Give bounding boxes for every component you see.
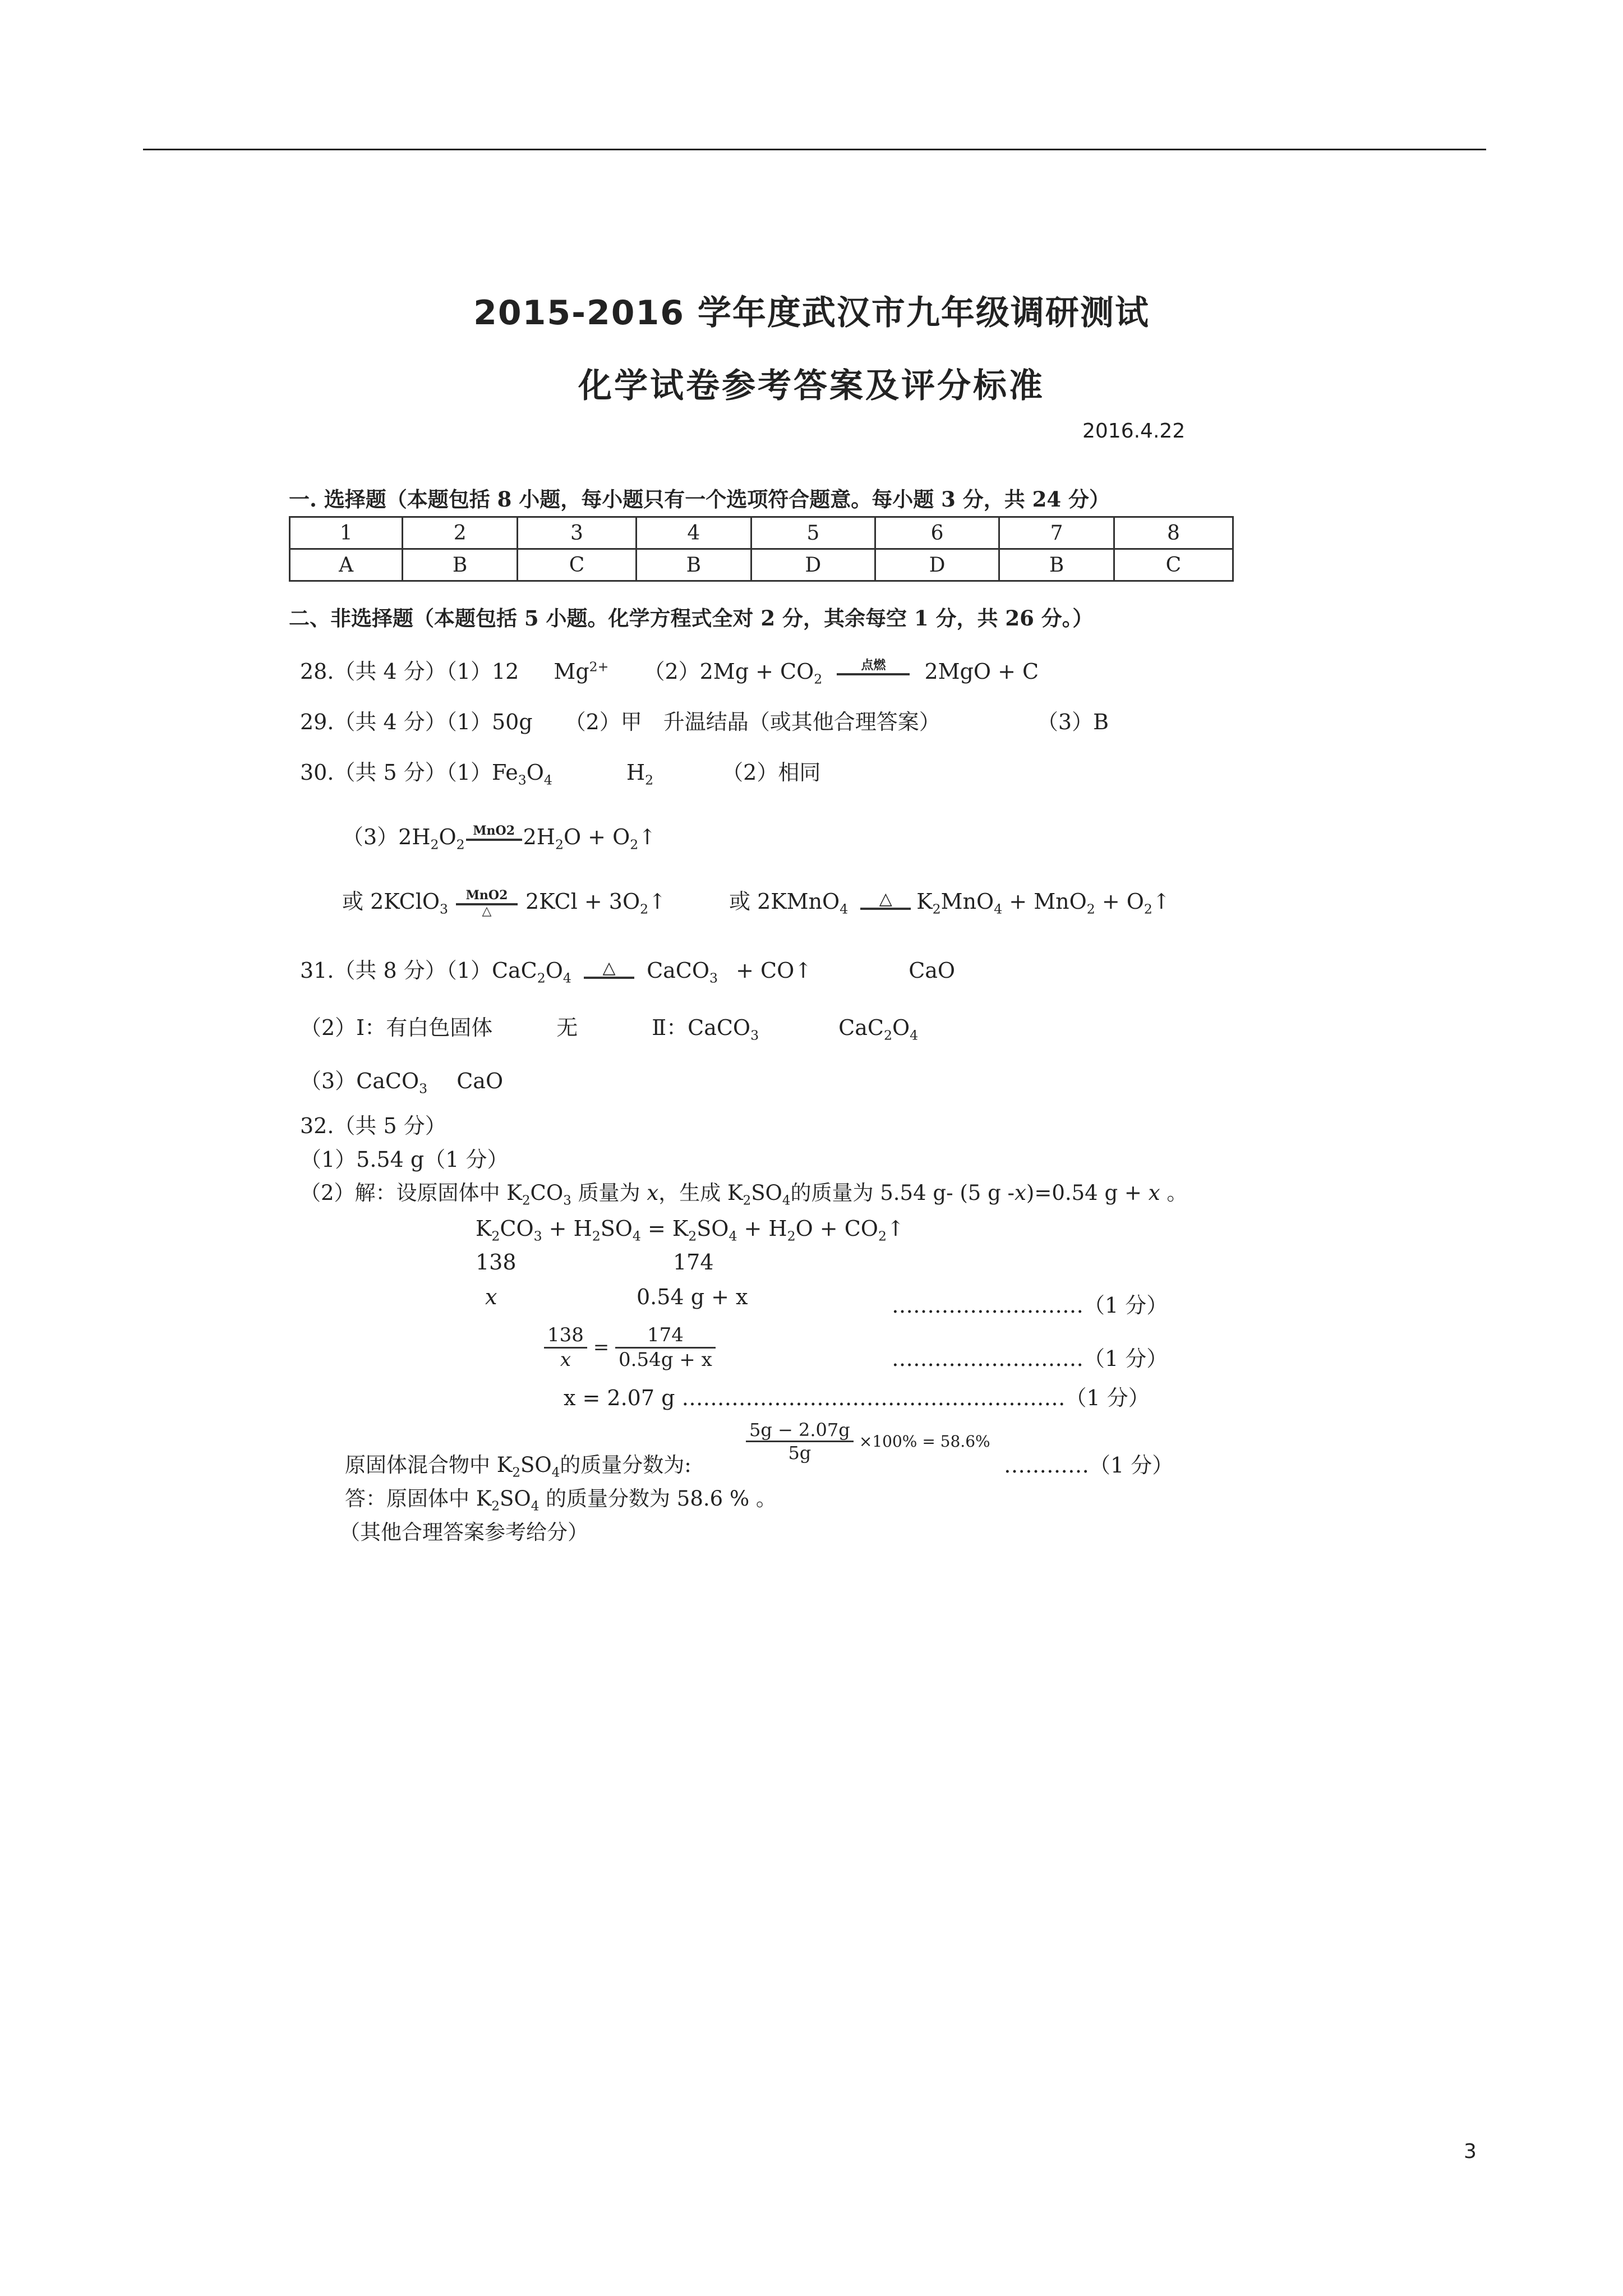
q30-line3: 或 2KClO$_3$ MnO2 △ $2KCl + 3O_2↑$ 或 2KMnO$_4$ △ $K_2MnO_4 + MnO_2$ + $O_2↑$ <box>342 888 1170 918</box>
q32-proportion: $\frac{138}{x}$ = $\frac{174}{0.54g + x}$ <box>544 1324 716 1372</box>
q32-dots3: …………（1 分） <box>1004 1453 1174 1478</box>
q32-equation: $K_2CO_3 + H_2SO_4 = K_2SO_4 + H_2O$ + $CO_2↑$ <box>476 1216 905 1244</box>
table-cell: 8 <box>1114 517 1233 549</box>
date: 2016.4.22 <box>1082 420 1186 443</box>
heat-condition: △ <box>860 891 911 910</box>
q28-head: 28.（共 4 分）（1）12 <box>300 659 519 684</box>
q30-l2-pre: （3）2H <box>342 825 431 849</box>
heat-condition: △ <box>584 960 634 979</box>
table-cell: 7 <box>999 517 1114 549</box>
q32-mass-fraction: $\frac{5g - 2.07g}{5g}$ ×100% = 58.6% <box>746 1419 990 1464</box>
q32-mass-138: 138 <box>476 1250 517 1274</box>
table-row-numbers <box>290 517 1233 549</box>
section2-heading: 二、非选择题（本题包括 5 小题。化学方程式全对 2 分，其余每空 1 分，共 26 分。） <box>289 606 1094 631</box>
table-cell: B <box>999 549 1114 581</box>
q30-head: 30.（共 5 分）（1）Fe <box>300 760 518 785</box>
header-rule <box>143 149 1486 150</box>
q30-part2: （2）相同 <box>722 760 821 785</box>
q32-part1: （1）5.54 g（1 分） <box>300 1147 509 1172</box>
q31-cao: CaO <box>909 958 956 983</box>
table-cell: D <box>751 549 875 581</box>
page-number: 3 <box>1464 2140 1477 2163</box>
table-cell: C <box>1114 549 1233 581</box>
q31-l3: （3）CaCO <box>300 1069 419 1093</box>
q28-part2: （2）2Mg + CO <box>643 659 814 684</box>
q30-l3-alt: 或 2KMnO <box>729 889 840 914</box>
catalyst-condition: MnO2 <box>466 825 522 853</box>
q30-l3-pre: 或 2KClO <box>342 889 440 914</box>
table-cell: C <box>517 549 636 581</box>
q29-line <box>300 710 1109 735</box>
q30-line1: 30.（共 5 分）$(1)Fe_3O_4$ $H_2$ （2）相同 <box>300 760 821 788</box>
q29-text: 29.（共 4 分）（1）50g （2）甲 升温结晶（或其他合理答案） <box>300 710 940 734</box>
q31-l2: （2）Ⅰ：有白色固体 无 <box>300 1015 578 1040</box>
section1-heading: 一. 选择题（本题包括 8 小题，每小题只有一个选项符合题意。每小题 3 分，共 24 分） <box>289 487 1110 512</box>
q28-line: 28.（共 4 分）（1）12 $Mg^{2+}$ $(2)2Mg + CO_2$ 点燃 2MgO + C <box>300 658 1039 687</box>
q32-mass-174: 174 <box>673 1250 714 1274</box>
table-cell: 1 <box>290 517 403 549</box>
q30-line2: $(3)2H_2O_2$ MnO2 $2H_2O$ + $O_2↑$ <box>342 823 657 853</box>
q31-l3b: CaO <box>457 1069 504 1093</box>
q31-head: 31.（共 8 分）（1）CaC <box>300 958 537 983</box>
q28-product: 2MgO + C <box>924 659 1039 684</box>
q31-prod: CaCO <box>647 958 710 983</box>
q32-answer: 答：原固体中 $K_2SO_4$ 的质量分数为 58.6 % 。 <box>345 1487 777 1514</box>
q32-dots1: ………………………（1 分） <box>892 1293 1168 1318</box>
q30-l2-mid: 2H <box>523 825 555 849</box>
q32-var-x: x <box>485 1285 497 1309</box>
table-cell: A <box>290 549 403 581</box>
page-title: 2015-2016 学年度武汉市九年级调研测试 <box>473 293 1150 333</box>
q31-l2c: CaC <box>838 1015 884 1040</box>
q32-mass-label: 原固体混合物中 $K_2SO_4$的质量分数为: <box>345 1453 691 1480</box>
reaction-condition: 点燃 <box>837 659 910 688</box>
q32-var-expr: 0.54 g + x <box>637 1285 748 1309</box>
q32-head: 32.（共 5 分） <box>300 1114 446 1138</box>
table-cell: 3 <box>517 517 636 549</box>
catalyst-condition: MnO2 △ <box>456 889 518 918</box>
q31-line2: （2）Ⅰ：有白色固体 无 Ⅱ：CaCO$_3$ $CaC_2O_4$ <box>300 1015 919 1043</box>
table-cell: 6 <box>875 517 999 549</box>
q28-ion: Mg <box>554 659 589 684</box>
q29-part3: （3）B <box>1036 710 1109 734</box>
q31-l2b: Ⅱ：CaCO <box>652 1015 751 1040</box>
q30-h2: H <box>626 760 645 785</box>
table-cell: 4 <box>637 517 751 549</box>
table-cell: D <box>875 549 999 581</box>
q31-line3: （3）CaCO$_3$ CaO <box>300 1069 504 1097</box>
table-row-answers <box>290 549 1233 581</box>
table-cell: 2 <box>403 517 518 549</box>
q28-charge: 2+ <box>589 659 609 675</box>
page-subtitle: 化学试卷参考答案及评分标准 <box>578 366 1045 406</box>
table-cell: B <box>403 549 518 581</box>
q32-result: x = 2.07 g ………………………………………………（1 分） <box>564 1386 1150 1410</box>
answer-table <box>289 516 1234 582</box>
q31-co: + CO <box>736 958 795 983</box>
q32-dots2: ………………………（1 分） <box>892 1346 1168 1371</box>
table-cell: B <box>637 549 751 581</box>
q32-part2: （2）解：设原固体中 $K_2CO_3$ 质量为 x，生成 $K_2SO_4$的质量为 5.54 g- (5 g -x)=0.54 g + x 。 <box>300 1181 1188 1208</box>
q30-l3-mid: 2KCl + 3O <box>525 889 640 914</box>
q30-l2-end: O + O <box>563 825 630 849</box>
table-cell: 5 <box>751 517 875 549</box>
q32-note: （其他合理答案参考给分） <box>339 1520 588 1544</box>
q31-line1: 31.（共 8 分）$(1)CaC_2O_4$ △ CaCO$_3$ + CO↑ CaO <box>300 958 956 986</box>
